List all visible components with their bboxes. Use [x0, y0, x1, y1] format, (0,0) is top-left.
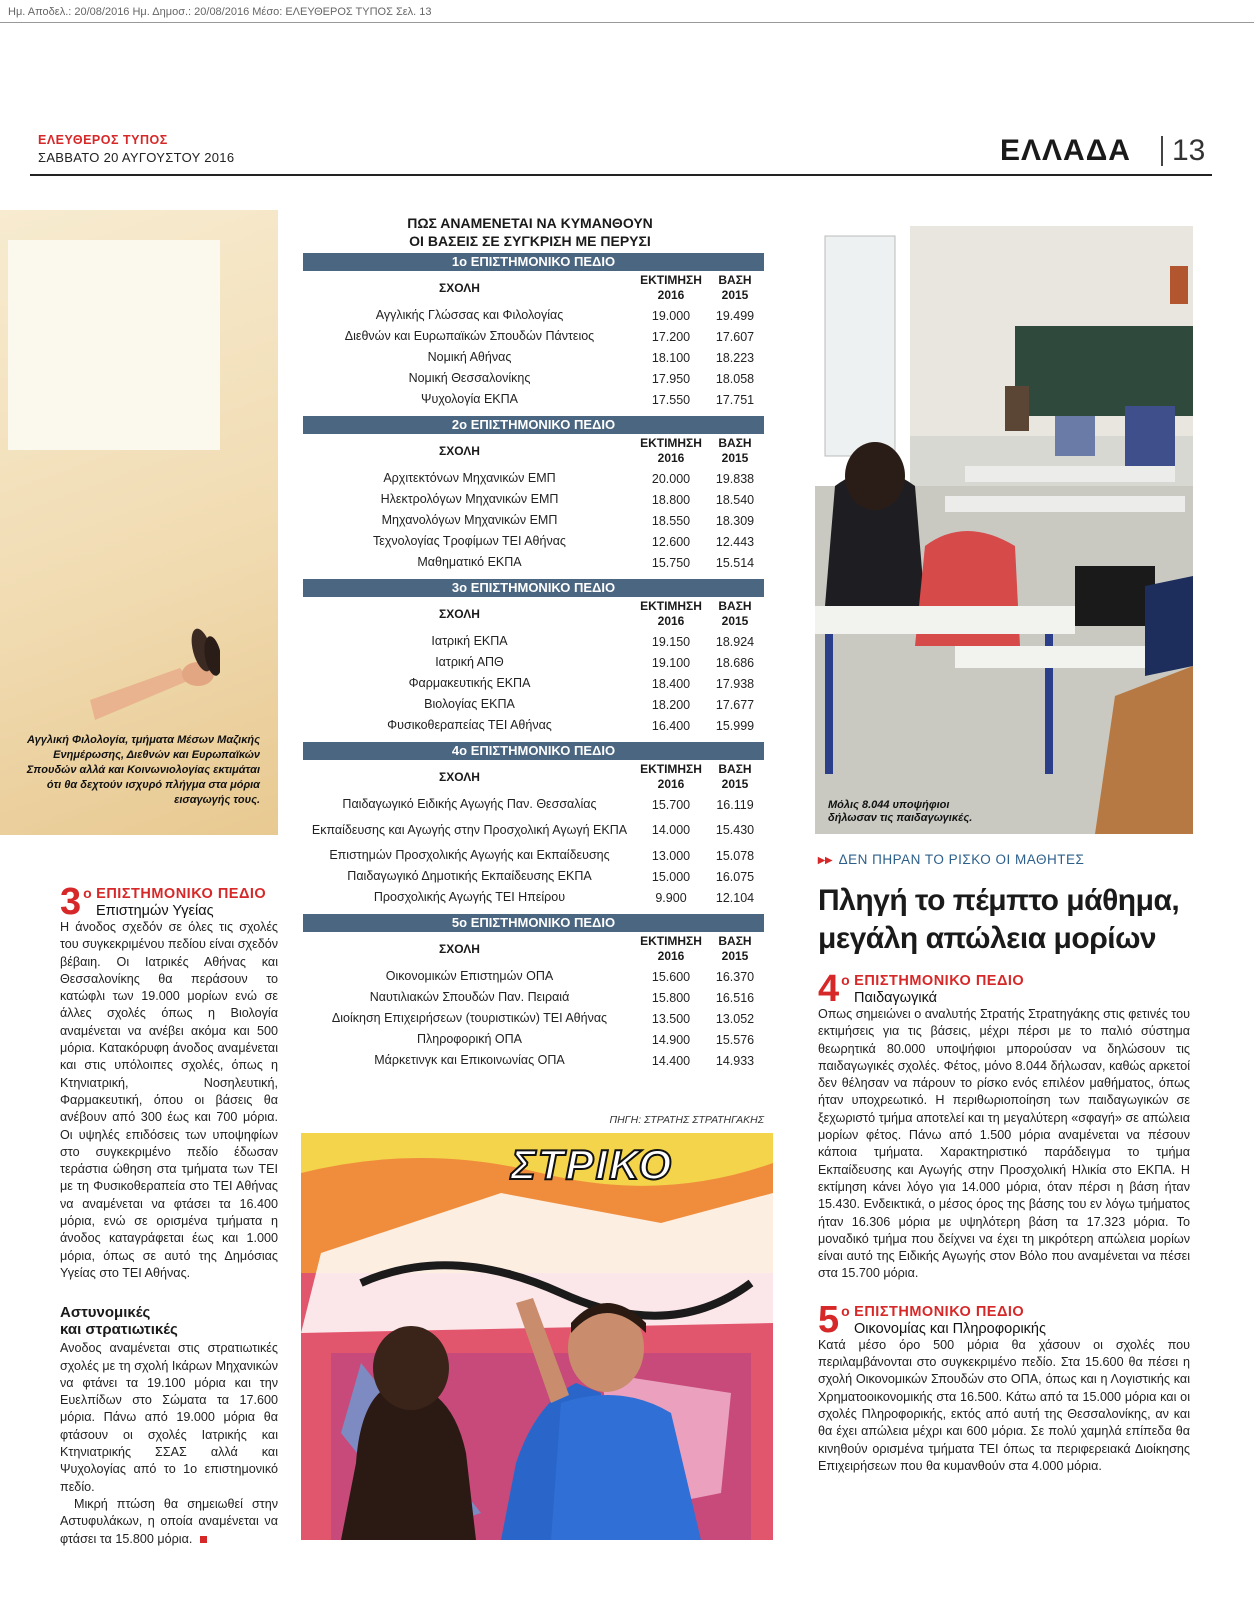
table-row — [303, 1050, 764, 1071]
table-row — [303, 866, 764, 887]
photo-classroom-exam — [815, 226, 1193, 834]
estimate-2016: 15.750 — [651, 555, 691, 570]
photo-caption: Αγγλική Φιλολογία, τμήματα Μέσων Μαζικής Ενημέρωσης, Διεθνών και Ευρωπαϊκών Σπουδών αλλά και Κοινωνιολογίας εκτιμάται ότι θα δεχτούν ισχυρό πλήγμα στα μόρια εισαγωγής τους. — [26, 734, 260, 806]
estimate-2016: 15.700 — [651, 797, 691, 812]
field-ordinal: ο — [83, 885, 92, 901]
school-name: Μηχανολόγων Μηχανικών ΕΜΠ — [381, 513, 558, 527]
base-2015: 14.933 — [715, 1053, 755, 1068]
estimate-2016: 18.100 — [651, 350, 691, 365]
col-estimate-label: ΕΚΤΙΜΗΣΗ — [640, 599, 702, 613]
estimate-2016: 18.800 — [651, 492, 691, 507]
photo-window-light — [8, 240, 220, 450]
base-2015: 19.838 — [715, 471, 755, 486]
school-name: Ιατρική ΕΚΠΑ — [431, 634, 508, 648]
table-row — [303, 1008, 764, 1029]
left-article — [60, 881, 278, 1548]
table-source: ΠΗΓΗ: ΣΤΡΑΤΗΣ ΣΤΡΑΤΗΓΑΚΗΣ — [609, 1114, 764, 1126]
school-name: Εκπαίδευσης και Αγωγής στην Προσχολική Αγωγή ΕΚΠΑ — [311, 822, 628, 837]
col-base-year: 2015 — [721, 288, 749, 302]
photo-caption-line1: Μόλις 8.044 υποψήφιοι — [828, 799, 950, 811]
issue-date: ΣΑΒΒΑΤΟ 20 ΑΥΓΟΥΣΤΟΥ 2016 — [38, 150, 235, 165]
school-name: Αγγλικής Γλώσσας και Φιλολογίας — [375, 308, 564, 322]
col-base-label: ΒΑΣΗ — [718, 599, 752, 613]
table-row — [303, 987, 764, 1008]
base-2015: 18.686 — [715, 655, 755, 670]
field-band: 4ο ΕΠΙΣΤΗΜΟΝΙΚΟ ΠΕΔΙΟ — [303, 742, 764, 760]
table-row — [303, 468, 764, 489]
page-number: 13 — [1172, 134, 1206, 167]
field-name: Επιστημών Υγείας — [96, 903, 214, 919]
table-title-line1: ΠΩΣ ΑΝΑΜΕΝΕΤΑΙ ΝΑ ΚΥΜΑΝΘΟΥΝ — [407, 215, 653, 231]
school-name: Προσχολικής Αγωγής ΤΕΙ Ηπείρου — [373, 890, 566, 904]
table-row — [303, 815, 764, 845]
col-base-label: ΒΑΣΗ — [718, 934, 752, 948]
table-row — [303, 389, 764, 410]
col-base-header — [706, 273, 764, 303]
estimate-2016: 13.500 — [651, 1011, 691, 1026]
estimate-2016: 13.000 — [651, 848, 691, 863]
subsection-title-line1: Αστυνομικές — [60, 1304, 151, 1322]
kicker-text: ΔΕΝ ΠΗΡΑΝ ΤΟ ΡΙΣΚΟ ΟΙ ΜΑΘΗΤΕΣ — [838, 852, 1085, 867]
estimate-2016: 18.400 — [651, 676, 691, 691]
table-header-row — [303, 271, 764, 305]
base-2015: 18.058 — [715, 371, 755, 386]
table-row — [303, 794, 764, 815]
base-2015: 17.607 — [715, 329, 755, 344]
estimate-2016: 17.550 — [651, 392, 691, 407]
article-kicker — [818, 852, 1084, 868]
base-2015: 15.078 — [715, 848, 755, 863]
field-5-name: Οικονομίας και Πληροφορικής — [854, 1320, 1046, 1337]
table-header-row — [303, 760, 764, 794]
col-base-year: 2015 — [721, 949, 749, 963]
field-band: 3ο ΕΠΙΣΤΗΜΟΝΙΚΟ ΠΕΔΙΟ — [303, 579, 764, 597]
page-number-divider — [1161, 136, 1163, 166]
base-2015: 18.540 — [715, 492, 755, 507]
field-4-label: ΕΠΙΣΤΗΜΟΝΙΚΟ ΠΕΔΙΟ — [854, 973, 1025, 989]
field-5-number: 5 — [818, 1298, 840, 1341]
school-name: Παιδαγωγικό Ειδικής Αγωγής Παν. Θεσσαλίας — [342, 797, 597, 811]
field-4-name: Παιδαγωγικά — [854, 990, 938, 1006]
photo-caption-classroom — [828, 799, 972, 825]
col-school-header: ΣΧΟΛΗ — [439, 770, 480, 784]
col-base-header — [706, 599, 764, 629]
end-square-icon — [200, 1536, 207, 1543]
estimate-2016: 19.150 — [651, 634, 691, 649]
estimate-2016: 18.550 — [651, 513, 691, 528]
school-name: Παιδαγωγικό Δημοτικής Εκπαίδευσης ΕΚΠΑ — [347, 869, 592, 883]
table-row — [303, 347, 764, 368]
school-name: Φυσικοθεραπείας ΤΕΙ Αθήνας — [387, 718, 552, 732]
col-estimate-label: ΕΚΤΙΜΗΣΗ — [640, 762, 702, 776]
estimate-2016: 15.600 — [651, 969, 691, 984]
subsection-title-line2: και στρατιωτικές — [60, 1321, 178, 1339]
table-row — [303, 887, 764, 908]
estimate-2016: 20.000 — [651, 471, 691, 486]
estimate-2016: 12.600 — [651, 534, 691, 549]
col-estimate-year: 2016 — [657, 949, 685, 963]
base-2015: 12.443 — [715, 534, 755, 549]
base-2015: 18.924 — [715, 634, 755, 649]
article-body: Η άνοδος σχεδόν σε όλες τις σχολές του συγκεκριμένου πεδίου είναι σχεδόν βέβαιη. Οι Ιατρικές Αθήνας και Θεσσαλονίκης θα περάσουν το κατώφλι των 19.000 μορίων ενώ σε άλλες σχολές όπως η Βιολογία αναμένεται να ανέβει ακόμα και 500 μόρια. Κατακόρυφη άνοδος αναμένεται και στις υπόλοιπες σχολές, όπως η Κτηνιατρική, Νοσηλευτική, Φαρμακευτική, όπου οι βάσεις θα ανέβουν από 300 έως και 700 μόρια. Οι υψηλές επιδόσεις των υποψηφίων στο συγκεκριμένο πεδίο έδωσαν τεράστια ώθηση στα τμήματα των ΤΕΙ με τη Φυσικοθεραπεία στο ΤΕΙ Αθήνας να αναμένεται να φτάσει τα 16.400 μόρια, ενώ σε ορισμένα τμήματα η άνοδος καταγράφεται έως και 1.000 μόρια, όπως σε αυτό της Δημόσιας Υγείας στο ΤΕΙ Αθήνας. — [60, 920, 278, 1280]
estimate-2016: 15.800 — [651, 990, 691, 1005]
field-3-heading — [60, 881, 278, 923]
base-2015: 17.677 — [715, 697, 755, 712]
base-2015: 15.999 — [715, 718, 755, 733]
col-estimate-year: 2016 — [657, 451, 685, 465]
subsection-title — [60, 1304, 278, 1338]
col-school-header: ΣΧΟΛΗ — [439, 942, 480, 956]
table-row — [303, 694, 764, 715]
estimate-2016: 14.000 — [651, 823, 691, 837]
field-5-label: ΕΠΙΣΤΗΜΟΝΙΚΟ ΠΕΔΙΟ — [854, 1303, 1025, 1320]
newspaper-name: ΕΛΕΥΘΕΡΟΣ ΤΥΠΟΣ — [38, 133, 168, 147]
school-name: Ψυχολογία ΕΚΠΑ — [421, 392, 518, 406]
col-base-header — [706, 436, 764, 466]
photo-hand-sunglasses — [0, 210, 278, 835]
table-row — [303, 845, 764, 866]
header-rule — [30, 174, 1212, 176]
school-name: Νομική Θεσσαλονίκης — [408, 371, 531, 385]
field-number: 3 — [60, 881, 82, 923]
base-2015: 13.052 — [715, 1011, 755, 1026]
table-row — [303, 966, 764, 987]
col-estimate-label: ΕΚΤΙΜΗΣΗ — [640, 436, 702, 450]
article-body-2: Ανοδος αναμένεται στις στρατιωτικές σχολές με τη σχολή Ικάρων Μηχανικών να φτάνει τα 19.100 μόρια και την Ευελπίδων στο Σώματα τα 17.600 μόρια. Πάνω από 19.000 μόρια θα φτάσουν οι σχολές Ιατρικής και Κτηνιατρικής ΣΣΑΣ αλλά και Ψυχολογίας από το 1ο επιστημονικό πεδίο. — [60, 1341, 278, 1494]
base-2015: 19.499 — [715, 308, 755, 323]
section-title: ΕΛΛΑΔΑ — [1000, 134, 1131, 167]
base-2015: 15.430 — [715, 823, 755, 837]
table-row — [303, 510, 764, 531]
estimate-2016: 16.400 — [651, 718, 691, 733]
col-base-year: 2015 — [721, 777, 749, 791]
base-2015: 16.370 — [715, 969, 755, 984]
table-row — [303, 673, 764, 694]
school-name: Οικονομικών Επιστημών ΟΠΑ — [385, 969, 554, 983]
col-base-label: ΒΑΣΗ — [718, 762, 752, 776]
school-name: Διεθνών και Ευρωπαϊκών Σπουδών Πάντειος — [344, 329, 595, 343]
school-name: Διοίκηση Επιχειρήσεων (τουριστικών) ΤΕΙ Αθήνας — [331, 1011, 608, 1025]
article-body-3-text: Μικρή πτώση θα σημειωθεί στην Αστυφυλάκων, η οποία αναμένεται να φτάσει τα 15.800 μόρια. — [60, 1496, 278, 1546]
table-row — [303, 489, 764, 510]
base-2015: 15.514 — [715, 555, 755, 570]
col-base-year: 2015 — [721, 614, 749, 628]
base-2015: 12.104 — [715, 890, 755, 905]
col-estimate-header — [636, 273, 706, 303]
field-4-heading — [818, 968, 1190, 1010]
hand-sunglasses-illustration — [90, 550, 220, 740]
table-row — [303, 1029, 764, 1050]
base-2015: 16.075 — [715, 869, 755, 884]
estimate-2016: 17.950 — [651, 371, 691, 386]
table-row — [303, 326, 764, 347]
admission-scores-table — [303, 253, 764, 1071]
col-estimate-year: 2016 — [657, 614, 685, 628]
graffiti-scene-illustration — [301, 1133, 773, 1540]
table-row — [303, 652, 764, 673]
col-school-header: ΣΧΟΛΗ — [439, 607, 480, 621]
base-2015: 18.223 — [715, 350, 755, 365]
base-2015: 18.309 — [715, 513, 755, 528]
estimate-2016: 14.900 — [651, 1032, 691, 1047]
classroom-illustration — [815, 226, 1193, 834]
estimate-2016: 18.200 — [651, 697, 691, 712]
graffiti-lettering: ΣΤΡΙΚΟ — [511, 1141, 674, 1188]
school-name: Ηλεκτρολόγων Μηχανικών ΕΜΠ — [380, 492, 559, 506]
school-name: Ναυτιλιακών Σπουδών Παν. Πειραιά — [369, 990, 570, 1004]
table-row — [303, 305, 764, 326]
col-base-label: ΒΑΣΗ — [718, 436, 752, 450]
school-name: Νομική Αθήνας — [427, 350, 512, 364]
col-base-year: 2015 — [721, 451, 749, 465]
school-name: Μαθηματικό ΕΚΠΑ — [417, 555, 522, 569]
photo-caption-line2: δήλωσαν τις παιδαγωγικές. — [828, 812, 973, 824]
table-title — [300, 214, 760, 250]
right-article — [818, 968, 1190, 1475]
col-estimate-header — [636, 436, 706, 466]
col-estimate-year: 2016 — [657, 777, 685, 791]
col-estimate-label: ΕΚΤΙΜΗΣΗ — [640, 934, 702, 948]
col-school-header: ΣΧΟΛΗ — [439, 444, 480, 458]
article-body-3 — [60, 1496, 278, 1548]
field-5-body: Κατά μέσο όρο 500 μόρια θα χάσουν οι σχολές που περιλαμβάνονται στο συγκεκριμένο πεδίο. Στα 15.600 θα πέσει η σχολή Οικονομικών Σπουδών στο ΟΠΑ, όπως και η Λογιστικής και Χρηματοοικονομικής στα 16.500. Κάτω από τα 15.000 μόρια και οι σχολές Πληροφορικής, εκτός από αυτή της Θεσσαλονίκης, αν και θα έχει απώλεια μέχρι και 600 μόρια. Σε πολύ χαμηλά επίπεδα θα κινηθούν ορισμένα τμήματα ΤΕΙ όπως τα περιφερειακά Διοίκησης Επιχειρήσεων που θα κυμανθούν στα 4.000 μόρια. — [818, 1337, 1190, 1473]
school-name: Βιολογίας ΕΚΠΑ — [424, 697, 515, 711]
meta-divider — [0, 22, 1254, 23]
field-5-ordinal: ο — [841, 1302, 850, 1319]
table-header-row — [303, 932, 764, 966]
field-band: 1ο ΕΠΙΣΤΗΜΟΝΙΚΟ ΠΕΔΙΟ — [303, 253, 764, 271]
school-name: Επιστημών Προσχολικής Αγωγής και Εκπαίδευσης — [329, 848, 610, 862]
col-base-header — [706, 934, 764, 964]
col-estimate-header — [636, 762, 706, 792]
school-name: Φαρμακευτικής ΕΚΠΑ — [408, 676, 531, 690]
school-name: Ιατρική ΑΠΘ — [435, 655, 504, 669]
school-name: Τεχνολογίας Τροφίμων ΤΕΙ Αθήνας — [373, 534, 566, 548]
base-2015: 17.938 — [715, 676, 755, 691]
double-chevron-icon: ▸▸ — [818, 852, 833, 867]
col-estimate-label: ΕΚΤΙΜΗΣΗ — [640, 273, 702, 287]
base-2015: 17.751 — [715, 392, 755, 407]
estimate-2016: 19.100 — [651, 655, 691, 670]
table-row — [303, 631, 764, 652]
col-base-header — [706, 762, 764, 792]
school-name: Αρχιτεκτόνων Μηχανικών ΕΜΠ — [383, 471, 556, 485]
estimate-2016: 9.900 — [655, 890, 687, 905]
table-row — [303, 368, 764, 389]
field-band: 5ο ΕΠΙΣΤΗΜΟΝΙΚΟ ΠΕΔΙΟ — [303, 914, 764, 932]
table-row — [303, 552, 764, 573]
table-title-line2: ΟΙ ΒΑΣΕΙΣ ΣΕ ΣΥΓΚΡΙΣΗ ΜΕ ΠΕΡΥΣΙ — [409, 233, 651, 249]
field-4-body: Οπως σημειώνει ο αναλυτής Στρατής Στρατηγάκης στις φετινές του εκτιμήσεις για τις βάσεις, μέχρι πέρσι με το παλιό σύστημα θεωρητικά 80.000 υποψήφιοι μπορούσαν να δηλώσουν τις παιδαγωγικές σχολές. Φέτος, μόνο 8.044 δήλωσαν, καθώς αρκετοί δεν θέλησαν να πάρουν το ρίσκο ενός επιλέον μαθήματος, όπως ήταν υποχρεωτικό. Η περιθωριοποίηση των παιδαγωγικών σε ξεχωριστό τμήμα αποτελεί και τη μεγαλύτερη «σφαγή» σε απώλεια μορίων φέτος. Πάνω από 1.500 μόρια αναμένεται να πέσουν κάποια τμήματα. Χαρακτηριστικό παράδειγμα το τμήμα Εκπαίδευσης και Αγωγής στην Προσχολική Ηλικία στο ΕΚΠΑ. Η εκτίμηση κάνει λόγο για 14.000 μόρια, όταν πέρσι η βάση ήταν 15.430. Ενδεικτικά, ο μέσος όρος της βάσης του εν λόγω τμήματος ήταν 16.306 μόρια με υψηλότερη βάση τα 17.323 μόρια. Το μοναδικό τμήμα που δείχνει να έχει τη μικρότερη απώλεια μορίων είναι αυτό της Ειδικής Αγωγής στον Βόλο που αναμένεται να πέσει στα 15.700 μόρια. — [818, 1007, 1190, 1281]
estimate-2016: 19.000 — [651, 308, 691, 323]
col-estimate-header — [636, 599, 706, 629]
article-headline: Πληγή το πέμπτο μάθημα, μεγάλη απώλεια μορίων — [818, 884, 1180, 955]
field-band: 2ο ΕΠΙΣΤΗΜΟΝΙΚΟ ΠΕΔΙΟ — [303, 416, 764, 434]
field-5-heading — [818, 1298, 1190, 1341]
estimate-2016: 17.200 — [651, 329, 691, 344]
table-header-row — [303, 434, 764, 468]
field-4-ordinal: ο — [841, 972, 850, 988]
clipping-meta: Ημ. Αποδελ.: 20/08/2016 Ημ. Δημοσ.: 20/08/2016 Μέσο: ΕΛΕΥΘΕΡΟΣ ΤΥΠΟΣ Σελ. 13 — [8, 6, 432, 18]
photo-graffiti-students — [301, 1133, 773, 1540]
col-estimate-year: 2016 — [657, 288, 685, 302]
school-name: Πληροφορική ΟΠΑ — [417, 1032, 522, 1046]
col-school-header: ΣΧΟΛΗ — [439, 281, 480, 295]
base-2015: 16.119 — [716, 797, 754, 812]
estimate-2016: 15.000 — [651, 869, 691, 884]
table-header-row — [303, 597, 764, 631]
school-name: Μάρκετινγκ και Επικοινωνίας ΟΠΑ — [374, 1053, 565, 1067]
table-row — [303, 531, 764, 552]
table-row — [303, 715, 764, 736]
base-2015: 16.516 — [715, 990, 755, 1005]
base-2015: 15.576 — [715, 1032, 755, 1047]
col-base-label: ΒΑΣΗ — [718, 273, 752, 287]
col-estimate-header — [636, 934, 706, 964]
field-4-number: 4 — [818, 968, 840, 1010]
field-label: ΕΠΙΣΤΗΜΟΝΙΚΟ ΠΕΔΙΟ — [96, 886, 267, 902]
estimate-2016: 14.400 — [651, 1053, 691, 1068]
